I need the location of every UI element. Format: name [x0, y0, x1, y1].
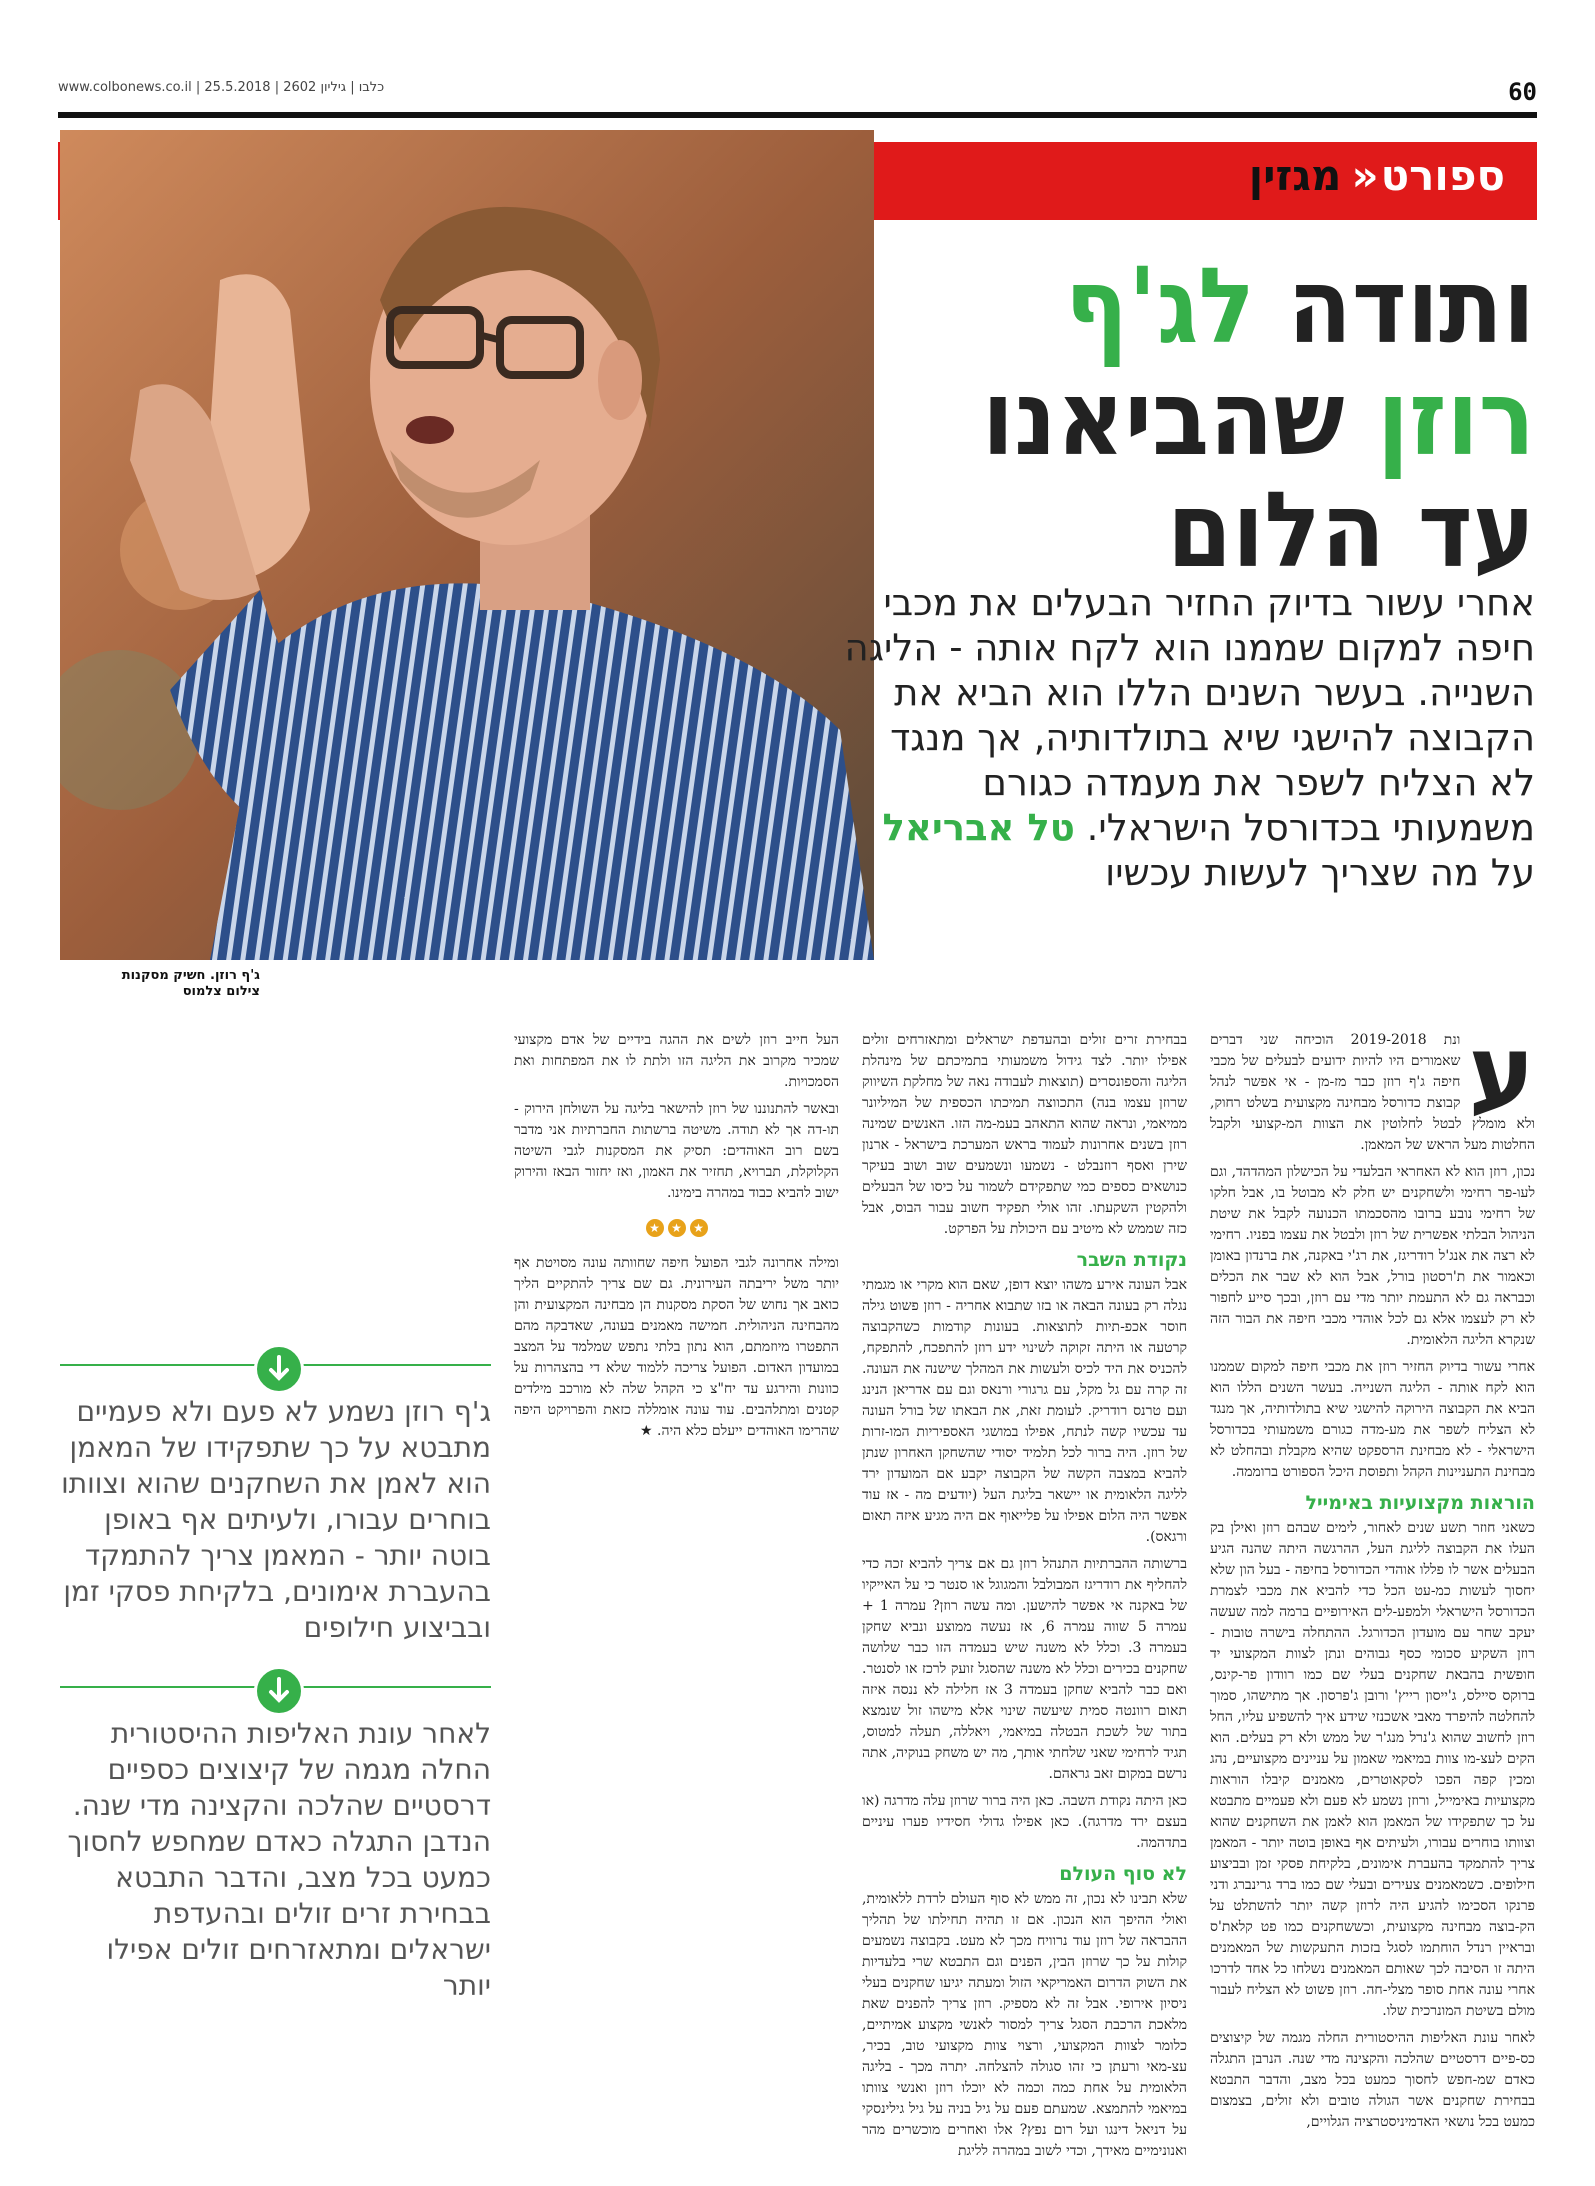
arrow-down-circle-icon	[254, 1666, 304, 1716]
paragraph: ובאשר להתנוננו של רוזן להישאר בליגה על השולחן הירוק - תו-דה אך לא תודה. משיטה ברשתות החברתיות אני מדבר בשם רוב האוהדים: תסיק את המסקנות לגבי השיטה הקלוקלת, תברויא, תחזיר את האמון, ואז יחזור הבאז והירוק ישוב להביא כבוד במהרה בימינו.	[514, 1101, 839, 1201]
drop-cap: ע	[1468, 1013, 1535, 1130]
article-column-1	[1210, 1013, 1535, 2139]
author-name: טל אבריאל	[882, 806, 1075, 849]
arrow-down-circle-icon	[254, 1344, 304, 1394]
paragraph: אחרי עשור בדיוק החזיר רוזן את מכבי חיפה למקום שממנו הוא לקח אותה - הליגה השנייה. בעשר השנים הללו הוא הביא את הקבוצה הירוקה להישגי שיא בתולדותיה, אך מנגד לא הצליח לשפר את מע-מדה כגורם משמעותי בכדורסל הישראלי - לא מבחינת הרספקט שהיא מקבלת ובהחלט לא מבחינת התעניינות הקהל ותפוסת היכל הספורט ברוממה.	[1210, 1359, 1535, 1480]
double-chevron-icon: «	[1351, 151, 1371, 200]
paragraph: כשאני חוזר תשע שנים לאחור, לימים שבהם רוזן ואילן בק העלו את הקבוצה לליגת העל, ההרגשה היתה שהנה הגיע הבעלים אשר לו פללו אוהדי הכדורסל בחיפה - בעל הון שלא יחסוך לעשות כמ-עט הכל כדי להביא את מכבי לצמרת הכדורסל הישראלי ולמפע-לים האירופיים ברמה למה שעשה יעקב שחר עם מועדון הכדורגל. ההתחלה בישרה טובות - רוזן השקיע סכומי כסף גבוהים ונתן לצוות המקצועי יד חופשית בהבאת שחקנים בעלי שם כמו רוודון פר-קינס, ברוקס סיילס, ג'ייסון רייץ' ורובן ג'פרסון. אך מתישהו, סמוך להחלטה להיפרד מאבי אשכנזי שידע איך להשפיע עליו, החל רוזן לחשוב שהוא ג'נרל מנג'ר של ממש ולא רק בעלים. הוא הקים לעצ-מו צוות במיאמי שאמון על עניינים מקצועיים, נהג ומכין קפה הפכו לסקאוטרים, מאמנים קיבלו הוראות מקצועיות באימייל, ורוזן נשמע לא פעם ולא פעמיים מתבטא על כך שתפקידו של המאמן הוא לאמן את השחקנים שהוא וצוותו בוחרים עבורו, ולעיתים אף באופן בוטה יותר - המאמן צריך להתמקד בהעברת אימונים, בלקיחת פסקי זמן ובביצוע חילופים. כשמאמנים צעירים ובעלי שם כמו ברד גרינברג ודני פרנקו הסכימו להגיע היה לרוזן קשה יותר להשתלט על הק-בוצה מבחינה מקצועית, וכששחקנים כמו פט קלאת'ס ובראיין רנדל הוחתמו לסגל בזכות התעקשות של המאמנים היתה זו הסיבה לכך שאותם המאמנים נשלחו כל אחד לדרכו אחרי עונה אחת סופר מצלי-חה. רוזן פשוט לא הצליח לעבור מולם בשיטת המונרכית שלו.	[1210, 1520, 1535, 2019]
section-sub: מגזין	[1248, 151, 1342, 200]
pull-quote	[60, 1364, 491, 1646]
paragraph: ונת 2019-2018 הוכיחה שני דברים שאמורים היו להיות ידועים לבעלים של מכבי חיפה ג'ף רוזן כבר מז-מן - אי אפשר לנהל קבוצת כדורסל מבחינה מקצועית בשלט רחוק, ולא מומלץ לבטל לחלוטין את הצוות המ-קצועי ולקבל החלטות מעל הראש של המאמן.	[1210, 1032, 1535, 1153]
pull-quote-text: לאחר עונת האליפות ההיסטורית החלה מגמה של קיצוצים כספיים דרסטיים שהלכה והקצינה מדי שנה. הנדבן התגלה כאדם שמחפש לחסוך כמעט בכל מצב, והדבר התבטא בבחירת זרים זולים ובהעדפת ישראלים ומתאזרחים זולים אפילו יותר	[67, 1717, 491, 2002]
photographer: צילום צלמוס	[182, 984, 260, 999]
page-number: 60	[1508, 78, 1537, 106]
pull-quote	[60, 1686, 491, 2004]
star-icon: ★	[668, 1219, 686, 1237]
pull-quote-text: ג'ף רוזן נשמע לא פעם ולא פעמיים מתבטא על כך שתפקידו של המאמן הוא לאמן את השחקנים שהוא וצוותו בוחרים עבורו, ולעיתים אף באופן בוטה יותר - המאמן צריך להתמקד בהעברת אימונים, בלקיחת פסקי זמן ובביצוע חילופים	[61, 1395, 491, 1644]
separator-stars	[514, 1218, 839, 1239]
headline-word: עד הלום	[1166, 469, 1535, 591]
paragraph: ומילה אחרונה לגבי הפועל חיפה שחוותה עונה מסויטת אף יותר משל יריבתה העירונית. גם שם צריך להתקיים הליך כואב אך נחוש של הסקת מסקנות הן מבחינה המקצועית והן מהבחינה הניהולית. חמישה מאמנים בעונה, שאדבקה מהם התפטרו מיוזמתם, הוא נתון בלתי נתפש שמלמד על המצב במועדון האדום. הפועל צריכה ללמוד שלא די בהצהרות על כוונות והירגע עד יח"צ כי הקהל שלה לא מורכב מילדים קטנים ומתלהבים. עוד עונה אומללה כזאת והפרויקט היפה שהרימו האוהדים ייעלם כלא היה. ★	[514, 1255, 839, 1439]
page-header	[58, 68, 1537, 108]
photo-credit	[60, 968, 260, 1000]
star-icon: ★	[690, 1219, 708, 1237]
headline	[875, 245, 1535, 591]
paragraph: נכון, רוזן הוא לא האחראי הבלעדי על הכישלון המהדהד, וגם לעו-פר רחימי ולשחקנים יש חלק לא מבוטל בו, אבל חלקו של רחימי נובע ברובו מהסכמתו הכנועה לקבל את שיטת הניהול הבלתי אפשרית של רוזן ולבטל את עצמו בפניו. רחימי לא רצה את אנג'ל רודריגז, את רג'י באקנה, את ברנדון באומן וכאמור את ת'רסטון בורל, אבל הוא לא שבר את הכלים וכבראה גם לא התעמת יותר מדי עם רוזן, ובכך סייע לחפור לא רק לעצמו אלא גם לכל אוהדי מכבי חיפה את הבור הזה שנקרא הליגה הלאומית.	[1210, 1164, 1535, 1348]
paragraph: לאחר עונת האליפות ההיסטורית החלה מגמה של קיצוצים כס-פיים דרסטיים שהלכה והקצינה מדי שנה. הנרבן התגלה כאדם שמ-חפש לחסוך כמעט בכל מצב, והדבר התבטא בבחירת שחקנים אשר הגולה טובים ולא זולים, בצמצום כמעט בכל נושאי האדמיניסטרציה הגלויים,	[1210, 2030, 1535, 2130]
section-title	[1249, 151, 1505, 200]
headline-highlight: רוזן	[1377, 357, 1535, 479]
subheading: הוראות מקצועיות באימייל	[1305, 1492, 1535, 1514]
paragraph: ברשותה ההברתיות התנהל רוזן גם אם צריך להביא זכה כדי להחליף את רודריגז המבולבל והמגוגל או סנטר כי על האייקיו של באקנה אי אפשר להישען. ומה עשה רוזן? עמרה 1 + עמרה 5 שווה עמרה 6, אז נעשה ממוצע ונביא שחקן בעמרה 3. וכלל לא משנה שיש בעמדה הזו כבר שלושה שחקנים בכירים וכלל לא משנה שהסגל זועק לרכז או לסנטר. ואם כבר להביא שחקן בעמדה 3 אז חלילה לא ננסה איזה תאום רוונטה סמית שיעשה שינוי אלא מישהו זול שנמצא בתור של לשכת הבטלה במיאמי, ויאללה, תעלה למטוס, תגיד לרחימי שאני שלחתי אותך, מה יש משחק בנוקיה, אתה נרשם במקום זאב גראהם.	[862, 1556, 1187, 1782]
article-column-3	[514, 1030, 839, 1448]
header-rule	[58, 112, 1537, 118]
paragraph: אבל העונה אירע משהו יוצא דופן, שאם הוא מקרי או מגמתי נגלה רק בעונה הבאה או בזו שתבוא אחריה - רוזן פשוט גילה חוסר אכפ-תיות לתוצאות. בעונות קודמות כשהקבוצה קרטעה או היתה זקוקה לשינוי ידע רוזן להתפכח, להתפקח, להכניס את היד לכיס ולעשות את המהלך שישנה את העונה. זה קרה עם גל מקל, עם גרגורי ורנאס וגם עם אדריאן הנינג ועם טרנס רודריק. לעומת זאת, את הבאתו של בורל העונה עד עכשיו קשה לנתח, אפילו במושגי האספיריות המו-זרות של רוזן. היה ברור לכל תלמיד יסודי שהשחקן האחרון שנתן להביא במצבה הקשה של הקבוצה יקבע אם המועדון ירד לליגה הלאומית או יישאר בליגת העל (יודעים מה - אז עוד אפשר היה הלום אפילו על פלייאוף אם היה מגיע איזה תאום ורגאס).	[862, 1277, 1187, 1545]
photo-caption: ג'ף רוזן. חשיק מסקנות	[121, 968, 260, 983]
paragraph: שלא תבינו לא נכון, זה ממש לא סוף העולם לרדת ללאומית, ואולי ההיפך הוא הנכון. אם זו תהיה תחילתו של תהליך ההבראה של רוזן עוד נרוויח מכך לא מעט. בקבוצה נשמעים קולות על כך שרוזן הבין, הפנים וגם התבטא שרי בלעדיות את השוק הדרום האמריקאי הזול ומעתה יגיעו שחקנים בעלי ניסיון אירופי. אבל זה לא מספיק. רוזן צריך להפנים שאת מלאכת הרכבת הסגל צריך למסור לאנשי מקצוע אמיתיים, כלומר לצוות המקצועי, ורצוי צוות מקצועי טוב, בכיר, עצ-מאי ורעתן כי זהו סגולה להצלחה. יתרה מכך - בליגה הלאומית על אחת כמה וכמה לא יוכלו רוזן ואנשי צוותו במיאמי להתמצא. שמעתם פעם על גיל בניה על גיל גילינסקי על דניאל דינגו ועל רום נפץ? אלו ואחרים מוכשרים מהר ואנונימיים מאידך, וכדי לשוב במהרה לליגת	[862, 1891, 1187, 2159]
star-icon: ★	[646, 1219, 664, 1237]
paragraph: העל חייב רוזן לשים את ההגה בידיים של אדם מקצועי שמכיר מקרוב את הליגה הזו ולתת לו את המפתחות ואת הסמכויות.	[514, 1032, 839, 1090]
paragraph: בבחירת זרים זולים ובהעדפת ישראלים ומתאזרחים זולים אפילו יותר. לצד גידול משמעותי בתמיכתם של מינהלת הליגה והספונסרים (תוצאות לעבודה נאה של מחלקת השיווק שרוזן עצמו בנה) התכווצה תמיכתו הכספית של המיליונר ממיאמי, ונראה שהוא התאהב בעמ-מה הזו. האנשים שמינה רוזן בשנים אחרונות לעמוד בראש המערכת בישראל - ארנון שירן ואסף רוזנבלט - נשמעו ונשמעים שוב ושוב בעיקר כנושאים כספים כמי שתפקידם לשמור על כיסו של הבעלים ולהקטין השקעתו. זהו אולי תפקיד חשוב עבור הבוס, אבל כזה שממש לא מיטיב עם היכולת על הפרקט.	[862, 1032, 1187, 1237]
article-column-2	[862, 1030, 1187, 2168]
subheading: לא סוף העולם	[1059, 1863, 1187, 1885]
section-main: ספורט	[1380, 151, 1505, 200]
lead-text: אחרי עשור בדיוק החזיר הבעלים את מכבי חיפה למקום שממנו הוא לקח אותה - הליגה השנייה. בעשר השנים הללו הוא הביא את הקבוצה להישגי שיא בתולדותיה, אך מנגד לא הצליח לשפר את מעמדה כגורם משמעותי בכדורסל הישראלי.	[844, 581, 1535, 849]
subheading: נקודת השבר	[1076, 1249, 1187, 1271]
coach-photo-illustration	[60, 130, 874, 960]
lead-paragraph	[835, 580, 1535, 895]
issue-info: www.colbonews.co.il | כלבו | גיליון 2602 | 25.5.2018	[58, 80, 385, 95]
headline-word: שהביאנו	[982, 357, 1345, 479]
headline-highlight: לג'ף	[1064, 245, 1256, 367]
headline-word: ותודה	[1287, 245, 1535, 367]
lead-tail: על מה שצריך לעשות עכשיו	[1105, 851, 1535, 894]
paragraph: כאן היתה נקודת השבה. כאן היה ברור שרוזן עלה מדרגה (או בעצם ירד מדרגה). כאן אפילו גדולי חסידיו פערו עיניים בתדהמה.	[862, 1793, 1187, 1851]
pull-quotes-column	[60, 1340, 491, 2014]
article-photo	[60, 130, 874, 960]
